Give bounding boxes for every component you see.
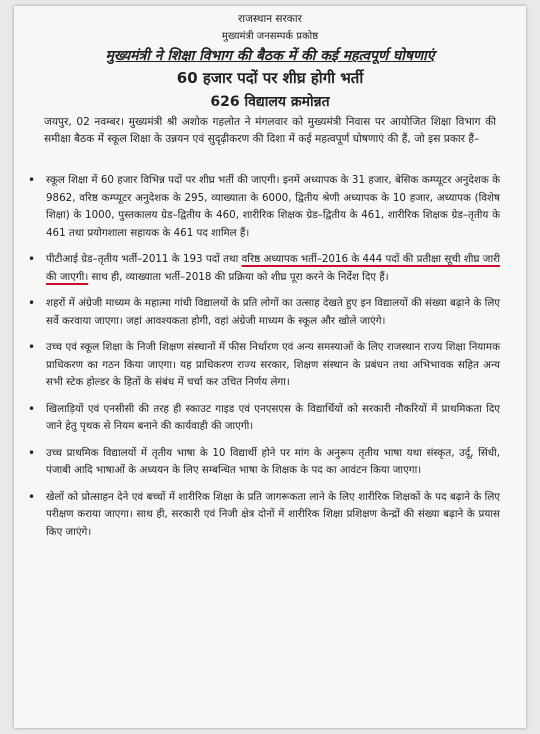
list-item-text: उच्च प्राथमिक विद्यालयों में तृतीय भाषा के 10 विद्यार्थी होने पर मांग के अनुरूप तृतीय भाषा यथा संस्कृत, उर्दू, सिंधी, पंजाबी आदि भाषाओं के अध्ययन के लिए सम्बन्धित भाषा के शिक्षक के पद का आवंटन किया जाएगा। bbox=[46, 446, 500, 476]
list-item-text: खिलाड़ियों एवं एनसीसी की तरह ही स्काउट गाइड एवं एनएसएस के विद्यार्थियों को सरकारी नौकरियों में प्राथमिकता दिए जाने हेतु पृथक से नियम बनाने की कार्यवाही की जाएगी। bbox=[46, 402, 500, 432]
bullet-icon: • bbox=[28, 401, 36, 416]
intro-paragraph: जयपुर, 02 नवम्बर। मुख्यमंत्री श्री अशोक गहलोत ने मंगलवार को मुख्यमंत्री निवास पर आयोजित शिक्षा विभाग की समीक्षा बैठक में स्कूल शिक्षा के उन्नयन एवं सुदृढ़ीकरण की दिशा में कई महत्वपूर्ण घोषणाएं की हैं, जो इस प्रकार हैं– bbox=[44, 116, 496, 145]
list-item bbox=[28, 445, 500, 480]
list-item-text: साथ ही, व्याख्याता भर्ती–2018 की प्रक्रिया को शीघ्र पूरा करने के निर्देश दिए हैं। bbox=[88, 270, 389, 283]
subheadline-schools: 626 विद्यालय क्रमोन्नत bbox=[210, 94, 330, 110]
press-release-document bbox=[14, 6, 526, 728]
list-item bbox=[28, 172, 500, 242]
subheadline-recruitment: 60 हजार पदों पर शीघ्र होगी भर्ती bbox=[176, 69, 364, 87]
list-item bbox=[28, 295, 500, 330]
list-item bbox=[28, 401, 500, 436]
bullet-icon: • bbox=[28, 296, 36, 310]
list-item-text: खेलों को प्रोत्साहन देने एवं बच्चों में शारीरिक शिक्षा के प्रति जागरूकता लाने के लिए शारीरिक शिक्षकों के पद बढ़ाने के लिए परीक्षण कराया जाएगा। साथ ही, सरकारी एवं निजी क्षेत्र दोनों में शारीरिक शिक्षा प्रशिक्षण केन्द्रों की संख्या बढ़ाने के प्रयास किए जाएंगे। bbox=[46, 490, 500, 538]
bullet-icon: • bbox=[28, 445, 36, 460]
department-header: मुख्यमंत्री जनसम्पर्क प्रकोष्ठ bbox=[221, 31, 319, 42]
bullet-icon: • bbox=[28, 173, 36, 187]
announcement-list bbox=[28, 172, 500, 550]
list-item-text: स्कूल शिक्षा में 60 हजार विभिन्न पदों पर शीघ्र भर्ती की जाएगी। इनमें अध्यापक के 31 हजार, बेसिक कम्प्यूटर अनुदेशक के 9862, वरिष्ठ कम्प्यूटर अनुदेशक के 295, व्याख्याता के 6000, द्वितीय श्रेणी अध्यापक के 10 हजार, अध्यापक (विशेष शिक्षा) के 1000, पुस्तकालय ग्रेड–द्वितीय के 460, शारीरिक शिक्षक ग्रेड–द्वितीय के 461, शारीरिक शिक्षक ग्रेड–तृतीय के 461 तथा प्रयोगशाला सहायक के 461 पद शामिल हैं। bbox=[46, 174, 500, 239]
bullet-icon: • bbox=[28, 340, 36, 354]
list-item-text: शहरों में अंग्रेजी माध्यम के महात्मा गांधी विद्यालयों के प्रति लोगों का उत्साह देखते हुए इन विद्यालयों की संख्या बढ़ाने के लिए सर्वे करवाया जाएगा। जहां आवश्यकता होगी, वहां अंग्रेजी माध्यम के स्कूल और खोले जाएंगे। bbox=[46, 297, 500, 327]
list-item bbox=[28, 339, 500, 392]
list-item bbox=[28, 251, 500, 286]
headline: मुख्यमंत्री ने शिक्षा विभाग की बैठक में की कई महत्वपूर्ण घोषणाएं bbox=[105, 48, 435, 64]
list-item-text: पीटीआई ग्रेड–तृतीय भर्ती–2011 के 193 पदों तथा bbox=[46, 253, 242, 265]
list-item-text: उच्च एवं स्कूल शिक्षा के निजी शिक्षण संस्थानों में फीस निर्धारण एवं अन्य समस्याओं के लिए राजस्थान राज्य शिक्षा नियामक प्राधिकरण का गठन किया जाएगा। यह प्राधिकरण राज्य सरकार, शिक्षण संस्थान के प्रबंधन तथा अभिभावक सहित अन्य सभी स्टेक होल्डर के हितों के संबंध में चर्चा कर उचित निर्णय लेगा। bbox=[46, 341, 500, 388]
bullet-icon: • bbox=[28, 489, 36, 504]
list-item bbox=[28, 489, 500, 542]
highlighted-text: वरिष्ठ अध्यापक भर्ती–2016 के 444 पदों की प्रतीक्षा सूची शीघ्र जारी की जाएगी। bbox=[46, 253, 500, 283]
govt-header: राजस्थान सरकार bbox=[238, 13, 302, 25]
bullet-icon: • bbox=[28, 252, 36, 266]
